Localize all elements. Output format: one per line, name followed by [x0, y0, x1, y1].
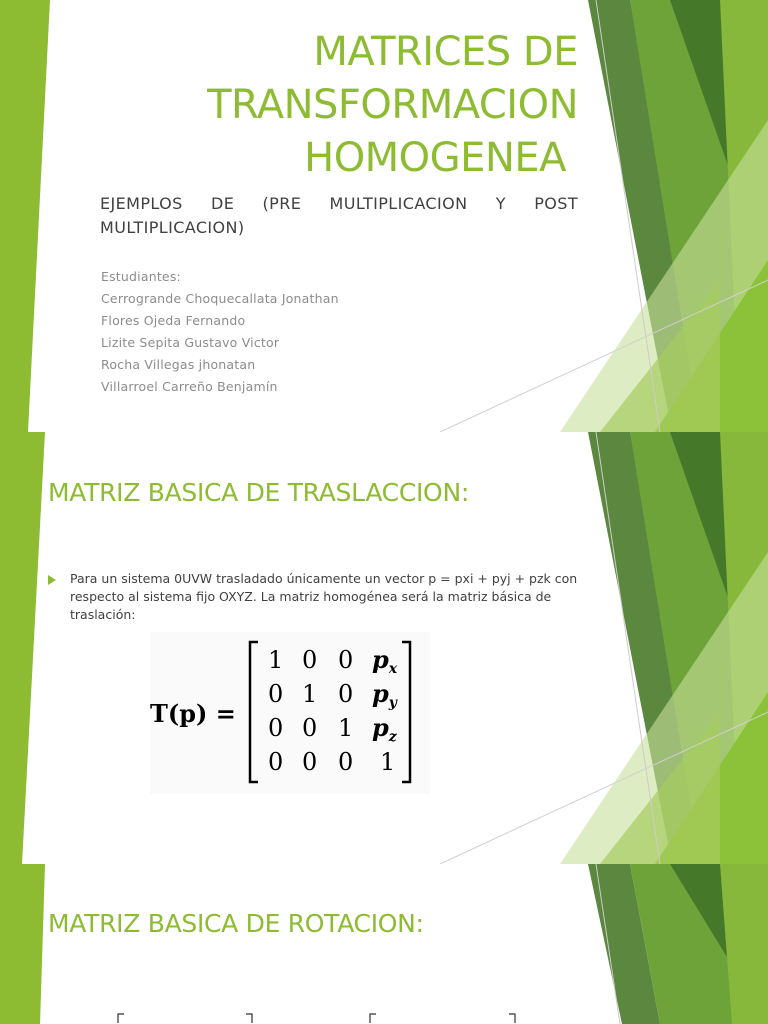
- matrix-cell: 0: [302, 714, 318, 742]
- student-name: Villarroel Carreño Benjamín: [101, 379, 278, 394]
- matrix-cell: 0: [268, 748, 284, 776]
- student-name: Rocha Villegas jhonatan: [101, 357, 256, 372]
- matrix-cell: 0: [268, 714, 284, 742]
- title-line: TRANSFORMACION: [207, 82, 578, 128]
- matrix-cell: 0: [268, 680, 284, 708]
- triangle-bullet-icon: [48, 575, 56, 585]
- matrix-cell: 0: [338, 646, 354, 674]
- presentation-title: [150, 26, 578, 185]
- bullet-text: Para un sistema 0UVW trasladado únicamente un vector p = pxi + pyj + pzk con respecto al sistema fijo OXYZ. La matriz homogénea será la matriz básica de traslación:: [70, 571, 578, 622]
- student-name: Flores Ojeda Fernando: [101, 313, 246, 328]
- matrix-cell: 1: [338, 714, 354, 742]
- students-list: [101, 266, 339, 398]
- slide-translation: [0, 432, 768, 864]
- translation-matrix-formula: [150, 632, 430, 794]
- matrix-lhs: T(p) =: [150, 699, 236, 728]
- title-line: MATRICES DE: [313, 29, 578, 75]
- matrix-cell: 0: [338, 748, 354, 776]
- rotation-matrices-partial: [40, 1010, 540, 1024]
- slide-title-page: [0, 0, 768, 432]
- student-name: Cerrogrande Choquecallata Jonathan: [101, 291, 339, 306]
- matrix-cell: 0: [302, 748, 318, 776]
- matrix-cell: 1: [380, 748, 396, 776]
- matrix-cell: 1: [302, 680, 318, 708]
- slide-heading: MATRIZ BASICA DE TRASLACCION:: [48, 478, 469, 507]
- green-decoration: [0, 864, 768, 1024]
- matrix-cell: 0: [302, 646, 318, 674]
- bullet-item: [48, 570, 588, 624]
- matrix-cell: 1: [268, 646, 284, 674]
- matrix-cell: $p_z$: [372, 713, 397, 745]
- slide-rotation: [0, 864, 768, 1024]
- matrix-cell: $p_y$: [372, 679, 397, 711]
- presentation-subtitle: EJEMPLOS DE (PRE MULTIPLICACION Y POST MULTIPLICACION): [100, 194, 578, 237]
- students-label: Estudiantes:: [101, 269, 181, 284]
- slide-heading: MATRIZ BASICA DE ROTACION:: [48, 909, 424, 938]
- title-line: HOMOGENEA: [304, 135, 566, 181]
- matrix-cell: $p_x$: [372, 645, 398, 677]
- student-name: Lizite Sepita Gustavo Victor: [101, 335, 280, 350]
- matrix-cell: 0: [338, 680, 354, 708]
